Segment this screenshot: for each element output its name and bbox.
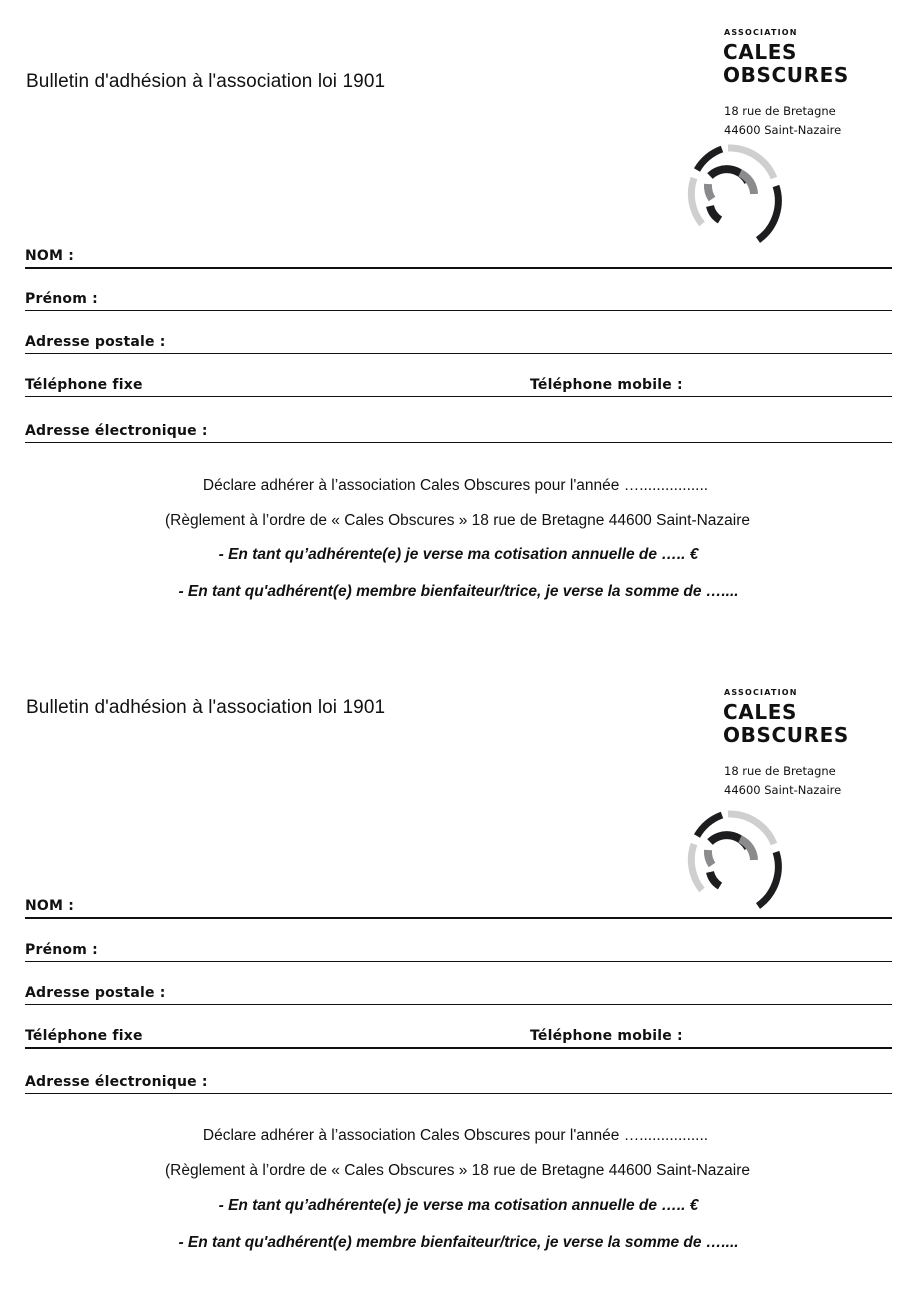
field-prenom[interactable]	[25, 941, 892, 962]
label-adresse-postale: Adresse postale :	[25, 334, 166, 350]
association-logo	[676, 28, 876, 253]
field-prenom[interactable]	[25, 290, 892, 311]
logo-address-street: 18 rue de Bretagne	[724, 764, 836, 778]
label-prenom: Prénom :	[25, 291, 98, 307]
label-telephone-fixe: Téléphone fixe	[25, 377, 143, 393]
label-telephone-mobile: Téléphone mobile :	[530, 377, 683, 393]
field-telephones[interactable]	[25, 1027, 892, 1049]
logo-name-line2: OBSCURES	[723, 63, 849, 87]
form-title: Bulletin d'adhésion à l'association loi 1901	[26, 697, 386, 718]
membership-form-2	[0, 651, 917, 1299]
logo-address-city: 44600 Saint-Nazaire	[724, 783, 842, 797]
label-telephone-mobile: Téléphone mobile :	[530, 1028, 683, 1044]
logo-name-line1: CALES	[723, 40, 797, 64]
field-adresse-electronique[interactable]	[25, 1073, 892, 1094]
field-nom[interactable]	[25, 247, 892, 269]
field-adresse-electronique[interactable]	[25, 422, 892, 443]
declaration-text: Déclare adhérer à l’association Cales Obscures pour l'année …................	[202, 1127, 709, 1144]
field-adresse-postale[interactable]	[25, 984, 892, 1005]
option-adherent-text: - En tant qu’adhérente(e) je verse ma cotisation annuelle de ….. €	[218, 1197, 699, 1214]
option-adherent-text: - En tant qu’adhérente(e) je verse ma cotisation annuelle de ….. €	[218, 546, 699, 563]
label-telephone-fixe: Téléphone fixe	[25, 1028, 143, 1044]
logo-name-line2: OBSCURES	[723, 723, 849, 747]
label-prenom: Prénom :	[25, 942, 98, 958]
reglement-text: (Règlement à l’ordre de « Cales Obscures » 18 rue de Bretagne 44600 Saint-Nazaire	[164, 1162, 751, 1179]
option-bienfaiteur-text: - En tant qu'adhérent(e) membre bienfaiteur/trice, je verse la somme de …....	[178, 1234, 739, 1251]
option-bienfaiteur-text: - En tant qu'adhérent(e) membre bienfaiteur/trice, je verse la somme de …....	[178, 583, 739, 600]
form-title: Bulletin d'adhésion à l'association loi 1901	[26, 71, 386, 92]
logo-address-street: 18 rue de Bretagne	[724, 104, 836, 118]
label-adresse-electronique: Adresse électronique :	[25, 423, 208, 439]
logo-address-city: 44600 Saint-Nazaire	[724, 123, 842, 137]
field-adresse-postale[interactable]	[25, 333, 892, 354]
field-nom[interactable]	[25, 897, 892, 919]
reglement-text: (Règlement à l’ordre de « Cales Obscures » 18 rue de Bretagne 44600 Saint-Nazaire	[164, 512, 751, 529]
association-logo	[676, 688, 876, 913]
field-telephones[interactable]	[25, 376, 892, 397]
logo-name-line1: CALES	[723, 700, 797, 724]
label-nom: NOM :	[25, 248, 75, 264]
logo-arcs-icon	[676, 140, 786, 252]
declaration-text: Déclare adhérer à l’association Cales Obscures pour l'année …................	[202, 477, 709, 494]
label-adresse-postale: Adresse postale :	[25, 985, 166, 1001]
label-nom: NOM :	[25, 898, 75, 914]
logo-kicker: ASSOCIATION	[724, 688, 798, 697]
membership-form-1	[0, 0, 917, 648]
label-adresse-electronique: Adresse électronique :	[25, 1074, 208, 1090]
logo-kicker: ASSOCIATION	[724, 28, 798, 37]
